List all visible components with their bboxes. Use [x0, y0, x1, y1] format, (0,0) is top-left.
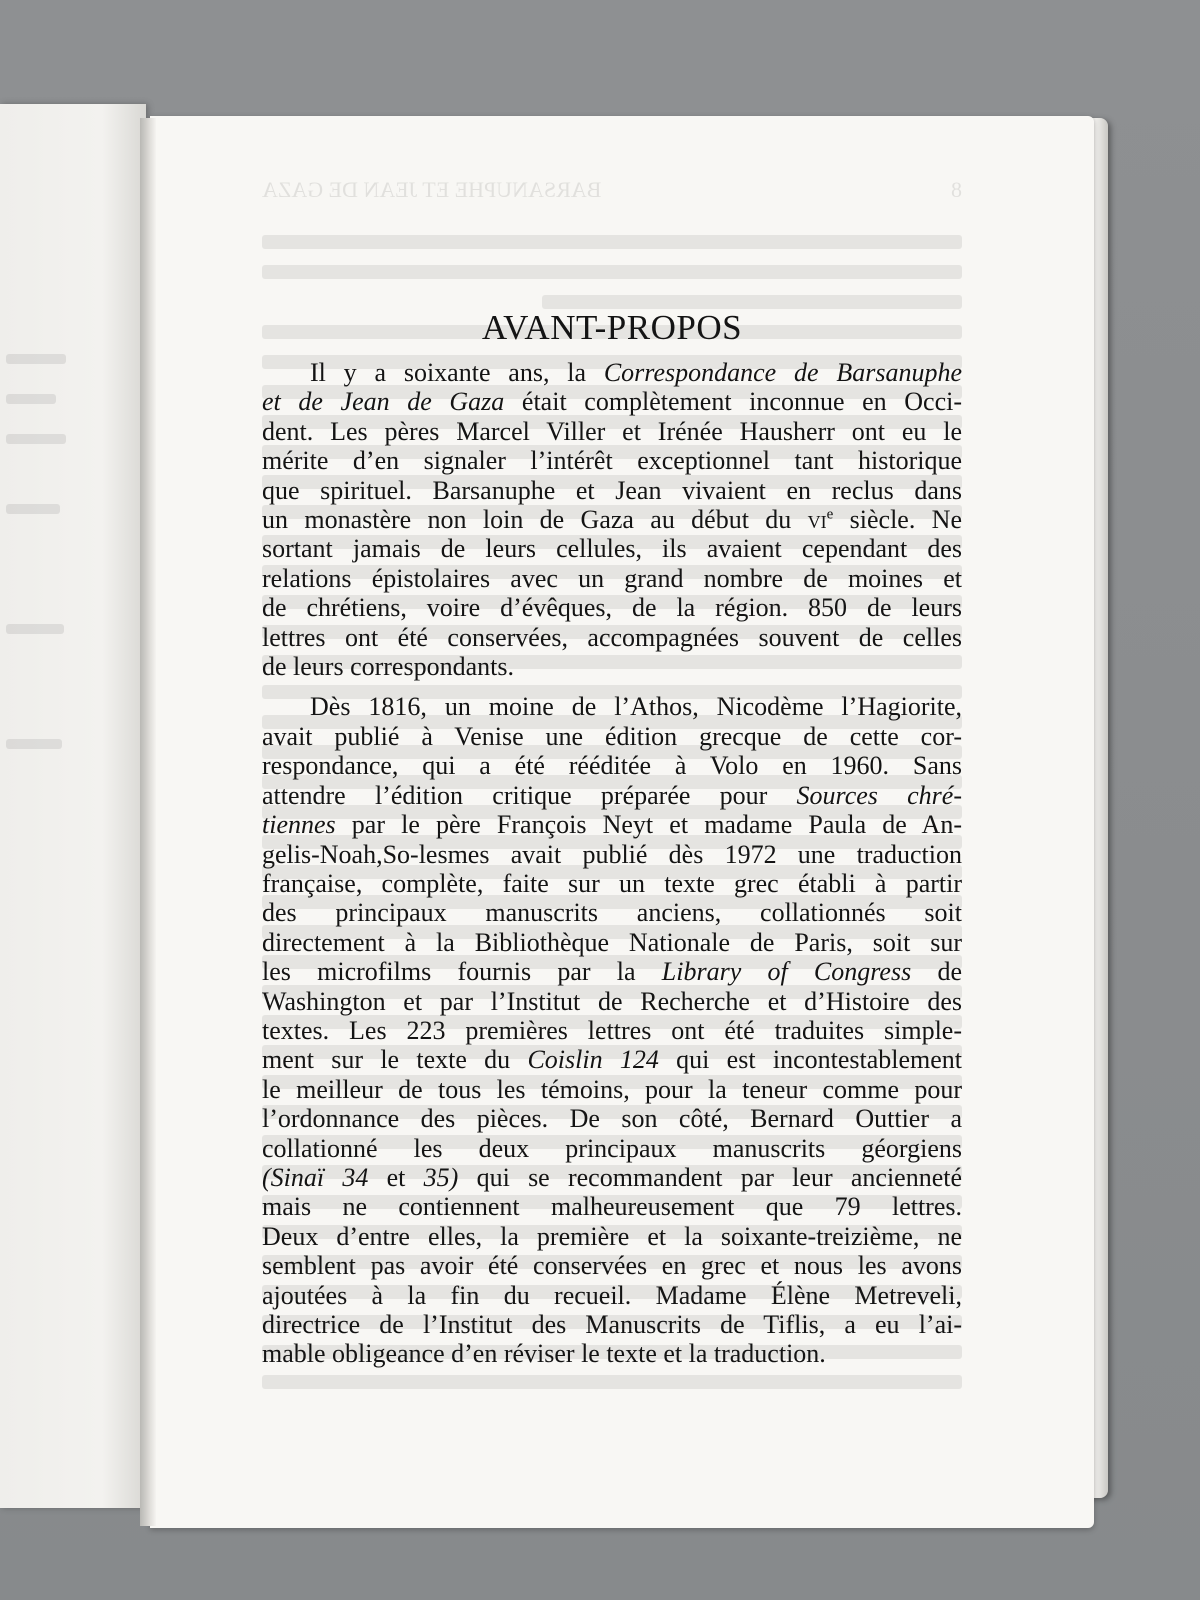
text-line: relations épistolaires avec un grand nombre de moines et: [262, 563, 962, 593]
text-line: attendre l’édition critique préparée pour Sources chré-: [262, 780, 962, 810]
text-line: mable obligeance d’en réviser le texte et la traduction.: [262, 1339, 826, 1369]
text-line: les microfilms fournis par la Library of Congress de: [262, 957, 962, 987]
text-line: Il y a soixante ans, la Correspondance de Barsanuphe: [310, 358, 962, 387]
text-line: mérite d’en signaler l’intérêt exceptionnel tant historique: [262, 446, 962, 476]
text-line: de leurs correspondants.: [262, 652, 514, 682]
book-gutter: [140, 118, 156, 1526]
text-line: Dès 1816, un moine de l’Athos, Nicodème l’Hagiorite,: [310, 692, 962, 722]
text-line: des principaux manuscrits anciens, collationnés soit: [262, 898, 962, 928]
text-line: semblent pas avoir été conservées en grec et nous les avons: [262, 1251, 962, 1281]
text-line: française, complète, faite sur un texte grec établi à partir: [262, 868, 962, 898]
text-line: respondance, qui a été rééditée à Volo en 1960. Sans: [262, 751, 962, 781]
paragraph: [262, 358, 962, 681]
paragraph: [262, 692, 962, 1368]
text-line: gelis-Noah,So-lesmes avait publié dès 1972 une traduction: [262, 839, 962, 869]
page-text: [262, 300, 962, 1369]
text-line: directement à la Bibliothèque Nationale de Paris, soit sur: [262, 927, 962, 957]
text-line: lettres ont été conservées, accompagnées souvent de celles: [262, 622, 962, 652]
body-text: [262, 358, 962, 1369]
text-line: ment sur le texte du Coislin 124 qui est incontestablement: [262, 1045, 962, 1075]
text-line: avait publié à Venise une édition grecque de cette cor-: [262, 721, 962, 751]
text-line: dent. Les pères Marcel Viller et Irénée Hausherr ont eu le: [262, 416, 962, 446]
text-line: tiennes par le père François Neyt et madame Paula de An-: [262, 810, 962, 840]
text-line: collationné les deux principaux manuscrits géorgiens: [262, 1133, 962, 1163]
text-line: l’ordonnance des pièces. De son côté, Bernard Outtier a: [262, 1104, 962, 1134]
text-line: Deux d’entre elles, la première et la soixante-treizième, ne: [262, 1221, 962, 1251]
text-line: ajoutées à la fin du recueil. Madame Élène Metreveli,: [262, 1280, 962, 1310]
text-line: de chrétiens, voire d’évêques, de la région. 850 de leurs: [262, 593, 962, 623]
text-line: et de Jean de Gaza était complètement inconnue en Occi-: [262, 387, 962, 417]
text-line: le meilleur de tous les témoins, pour la teneur comme pour: [262, 1074, 962, 1104]
text-line: (Sinaï 34 et 35) qui se recommandent par leur ancienneté: [262, 1162, 963, 1192]
left-page: [0, 104, 146, 1508]
text-line: Washington et par l’Institut de Recherche et d’Histoire des: [262, 986, 962, 1016]
page-title: AVANT-PROPOS: [481, 308, 743, 347]
text-line: un monastère non loin de Gaza au début du $vi^e$ siècle. Ne: [262, 505, 962, 535]
text-line: mais ne contiennent malheureusement que 79 lettres.: [262, 1192, 962, 1222]
text-line: directrice de l’Institut des Manuscrits de Tiflis, a eu l’ai-: [262, 1310, 962, 1339]
text-line: sortant jamais de leurs cellules, ils avaient cependant des: [262, 534, 962, 564]
text-line: que spirituel. Barsanuphe et Jean vivaient en reclus dans: [262, 475, 962, 505]
text-line: textes. Les 223 premières lettres ont été traduites simple-: [262, 1015, 962, 1045]
